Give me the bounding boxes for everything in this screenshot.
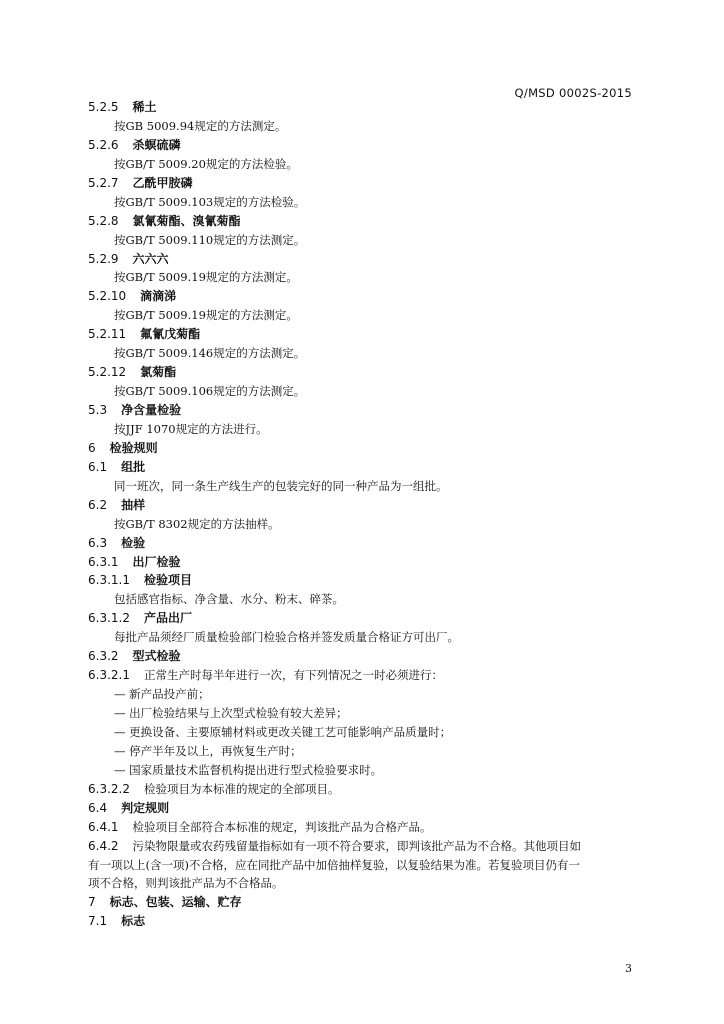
body-text-line [88,231,636,250]
document-code: Q/MSD 0002S-2015 [514,86,632,100]
section-number: 6.3.2 [88,649,119,664]
section-title: 型式检验 [132,649,181,664]
body-text-line [88,155,636,174]
section-number: 7.1 [88,914,108,929]
section-heading [88,136,636,155]
body-text-line [88,628,636,647]
body-text: 按GB/T 8302规定的方法抽样。 [114,516,280,531]
clause-text: 正常生产时每半年进行一次，有下列情况之一时必须进行： [143,668,443,683]
page-number: 3 [625,962,632,975]
clause-line [88,780,636,799]
body-text: — 新产品投产前； [114,687,210,702]
section-number: 5.2.8 [88,213,119,228]
section-number: 6.3.1 [88,554,119,569]
section-title: 产品出厂 [143,611,192,626]
body-text: — 更换设备、主要原辅材料或更改关键工艺可能影响产品质量时； [114,724,452,739]
section-heading [88,174,636,193]
section-title: 乙酰甲胺磷 [132,175,193,190]
body-text: 按GB/T 5009.20规定的方法检验。 [114,156,298,171]
section-title: 组批 [121,459,146,474]
body-text-line [88,117,636,136]
clause-text: 污染物限量或农药残留量指标如有一项不符合要求，即判该批产品为不合格。其他项目如 [132,838,582,853]
body-text: 按GB 5009.94规定的方法测定。 [114,118,287,133]
clause-line [88,818,636,837]
section-number: 5.3 [88,403,108,417]
body-text-line [88,193,636,212]
section-title: 稀土 [132,100,157,114]
section-heading [88,325,636,344]
section-number: 5.2.11 [88,327,127,342]
clause-line [88,837,636,856]
body-text: — 出厂检验结果与上次型式检验有较大差异； [114,706,348,720]
clause-line [88,666,636,685]
body-text-line [88,590,636,609]
body-text-line [88,685,636,704]
section-heading [88,553,636,572]
body-text-line [88,704,636,723]
section-heading [88,893,636,912]
body-text: 按JJF 1070规定的方法进行。 [114,421,268,436]
section-title: 净含量检验 [121,403,182,417]
section-title: 判定规则 [121,800,170,815]
body-text-line [88,268,636,287]
body-text-line [88,420,636,439]
section-number: 5.2.7 [88,175,119,190]
section-title: 六六六 [132,251,169,266]
section-title: 滴滴涕 [140,289,177,304]
section-number: 5.2.9 [88,251,119,266]
clause-text: 检验项目为本标准的规定的全部项目。 [143,781,340,796]
section-title: 氯菊酯 [140,365,177,380]
body-text-line [88,761,636,780]
section-number: 7 [88,895,96,910]
section-heading [88,799,636,818]
body-text: — 停产半年及以上，再恢复生产时； [114,743,302,758]
body-text: 每批产品须经厂质量检验部门检验合格并签发质量合格证方可出厂。 [114,630,459,645]
clause-text: 检验项目全部符合本标准的规定，判该批产品为合格产品。 [132,819,432,834]
section-heading [88,571,636,590]
section-heading [88,401,636,420]
section-title: 检验 [121,535,146,550]
clause-number: 6.3.2.1 [88,668,130,683]
section-number: 5.2.6 [88,137,119,152]
section-title: 氟氰戊菊酯 [140,327,201,342]
section-number: 6.3.1.2 [88,611,130,626]
section-heading [88,912,636,931]
section-heading [88,458,636,477]
body-text-line [88,477,636,496]
section-number: 5.2.5 [88,100,119,114]
body-text-line [88,515,636,534]
body-text: 按GB/T 5009.19规定的方法测定。 [114,308,298,323]
section-number: 5.2.12 [88,365,127,380]
paragraph-text: 项不合格，则判该批产品为不合格品。 [88,876,284,891]
section-number: 6.2 [88,497,108,512]
body-text-line [88,723,636,742]
body-text: 按GB/T 5009.110规定的方法测定。 [114,232,306,247]
section-number: 6.3 [88,535,108,550]
section-title: 标志 [121,914,146,929]
section-title: 检验规则 [109,440,158,455]
section-number: 6.1 [88,459,108,474]
section-heading [88,250,636,269]
clause-number: 6.3.2.2 [88,781,130,796]
section-number: 6 [88,440,96,455]
section-title: 检验项目 [143,573,192,588]
body-text-line [88,344,636,363]
section-heading [88,212,636,231]
section-title: 杀螟硫磷 [132,137,181,152]
section-heading [88,496,636,515]
clause-number: 6.4.1 [88,819,119,834]
document-body [88,98,636,931]
paragraph-continuation [88,856,636,875]
body-text: 按GB/T 5009.103规定的方法检验。 [114,194,306,209]
paragraph-continuation [88,874,636,893]
body-text: 按GB/T 5009.106规定的方法测定。 [114,384,306,399]
section-heading [88,609,636,628]
body-text-line [88,742,636,761]
section-heading [88,98,636,117]
section-title: 出厂检验 [132,554,181,569]
clause-number: 6.4.2 [88,838,119,853]
section-heading [88,287,636,306]
section-number: 5.2.10 [88,289,127,304]
body-text: 按GB/T 5009.146规定的方法测定。 [114,346,306,361]
body-text: 按GB/T 5009.19规定的方法测定。 [114,270,298,285]
body-text: — 国家质量技术监督机构提出进行型式检验要求时。 [114,762,383,777]
body-text-line [88,382,636,401]
section-heading [88,363,636,382]
body-text-line [88,306,636,325]
section-heading [88,439,636,458]
section-title: 氯氰菊酯、溴氰菊酯 [132,213,241,228]
paragraph-text: 有一项以上(含一项)不合格，应在同批产品中加倍抽样复验，以复验结果为准。若复验项目仍有一 [88,857,580,872]
section-number: 6.4 [88,800,108,815]
section-number: 6.3.1.1 [88,573,130,588]
body-text: 包括感官指标、净含量、水分、粉末、碎茶。 [114,592,344,607]
section-title: 抽样 [121,497,146,512]
section-heading [88,647,636,666]
body-text: 同一班次，同一条生产线生产的包装完好的同一种产品为一组批。 [114,478,448,493]
section-heading [88,534,636,553]
section-title: 标志、包装、运输、贮存 [109,895,242,910]
